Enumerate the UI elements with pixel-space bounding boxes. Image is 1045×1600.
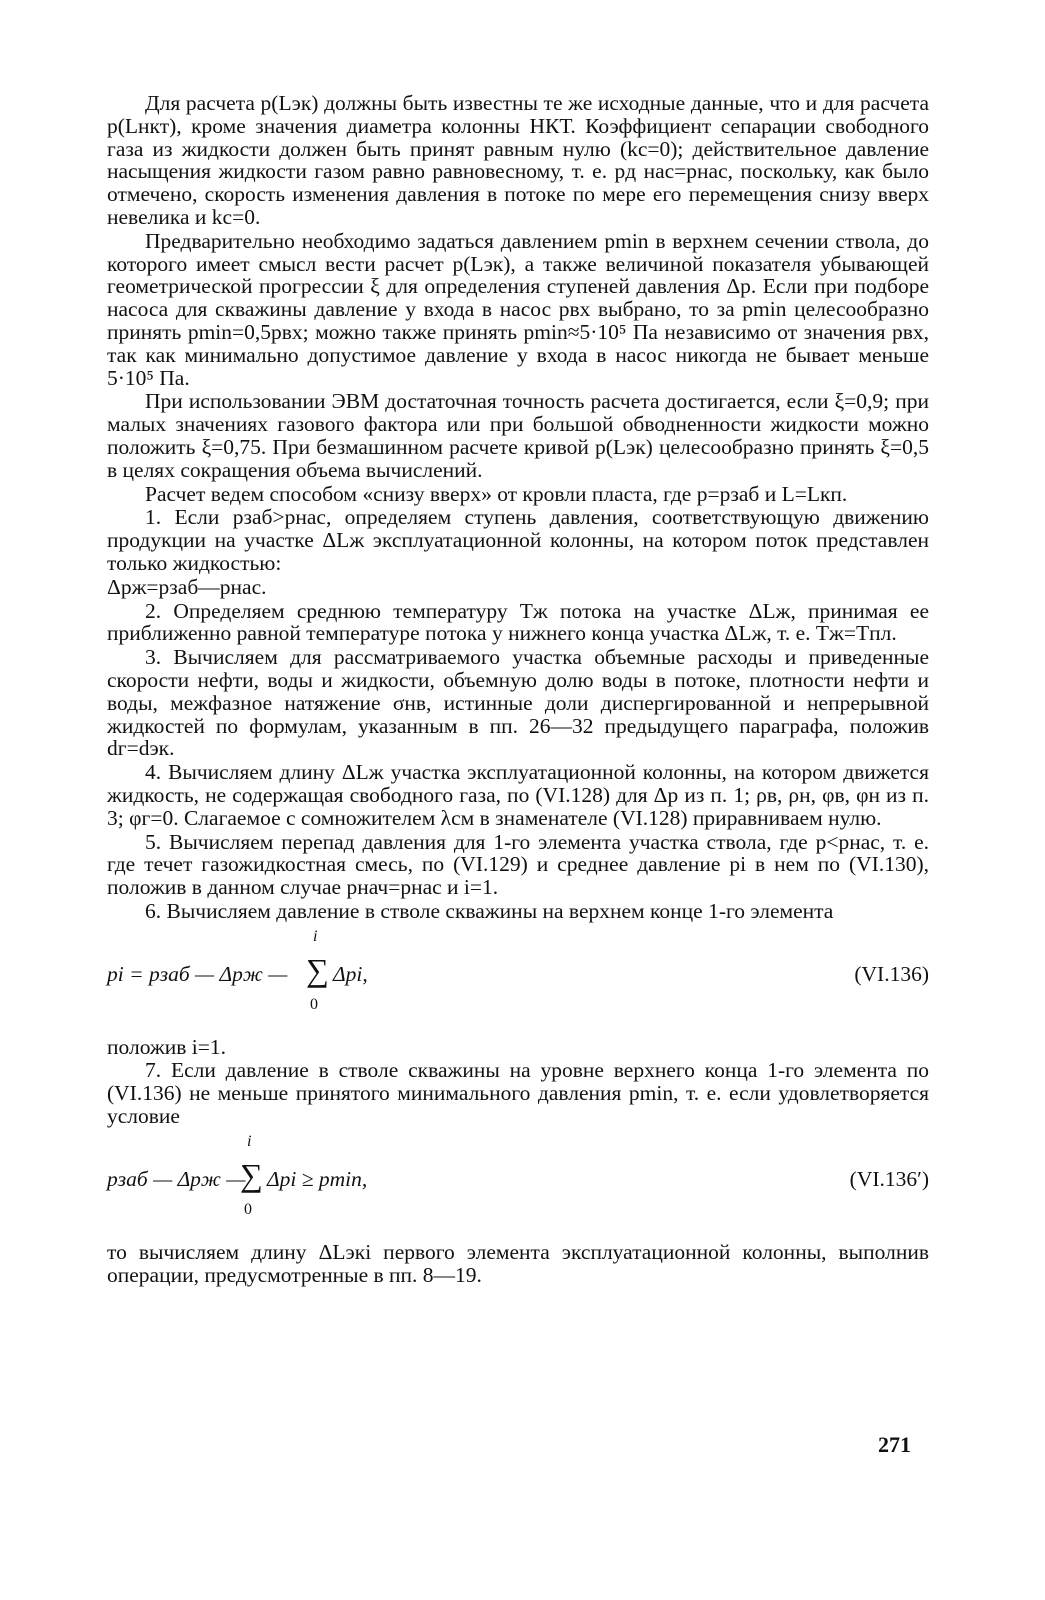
- formula-2-sum-sign: ∑: [240, 1156, 263, 1193]
- paragraph: 2. Определяем среднюю температуру Tж потока на участке ΔLж, принимая ее приближенно равной температуре потока у нижнего конца участка ΔLж, т. е. Tж=Tпл.: [107, 598, 929, 646]
- formula-2-upper-limit: i: [247, 1132, 252, 1150]
- paragraph: положив i=1.: [107, 1034, 227, 1059]
- paragraph: 7. Если давление в стволе скважины на уровне верхнего конца 1-го элемента по (VI.136) не меньше принятого минимального давления pmin, т. е. если удовлетворяется условие: [107, 1058, 929, 1129]
- text-block-3: [107, 1241, 929, 1287]
- paragraph: 4. Вычисляем длину ΔLж участка эксплуатационной колонны, на котором движется жидкость, не содержащая свободного газа, по (VI.128) для Δp из п. 1; ρв, ρн, φв, φн из п. 3; φг=0. Слагаемое с сомножителем λсм в знаменателе (VI.128) приравниваем нулю.: [107, 760, 929, 830]
- formula-vi-136: [107, 924, 929, 1036]
- formula-2-number: (VI.136′): [849, 1166, 929, 1191]
- paragraph: Для расчета p(Lэк) должны быть известны те же исходные данные, что и для расчета p(Lнкт), кроме значения диаметра колонны НКТ. Коэффициент сепарации свободного газа из жидкости должен быть принят равным нулю (kc=0); действительное давление насыщения жидкости газом равно равновесному, т. е. pд нас=pнас, поскольку, как было отмечено, скорость изменения давления в потоке по мере его перемещения снизу вверх невелика и kc=0.: [107, 91, 929, 229]
- formula-2-lower-limit: 0: [244, 1200, 252, 1218]
- paragraph: Δpж=pзаб—pнас.: [107, 574, 267, 599]
- formula-vi-136-prime: [107, 1129, 929, 1241]
- paragraph: 1. Если pзаб>pнас, определяем ступень давления, соответствующую движению продукции на участке ΔLж эксплуатационной колонны, на котором поток представлен только жидкостью:: [107, 505, 929, 575]
- paragraph: При использовании ЭВМ достаточная точность расчета достигается, если ξ=0,9; при малых значениях газового фактора или при большой обводненности жидкости можно положить ξ=0,75. При безмашинном расчете кривой p(Lэк) целесообразно принять ξ=0,5 в целях сокращения объема вычислений.: [107, 389, 929, 482]
- paragraph: Предварительно необходимо задаться давлением pmin в верхнем сечении ствола, до которого имеет смысл вести расчет p(Lэк), а также величиной показателя убывающей геометрической прогрессии ξ для определения ступеней давления Δp. Если при подборе насоса для скважины давление у входа в насос pвх выбрано, то за pmin целесообразно принять pmin=0,5pвх; можно также принять pmin≈5·10⁵ Па независимо от значения pвх, так как минимально допустимое давление у входа в насос никогда не бывает меньше 5·10⁵ Па.: [107, 228, 929, 390]
- paragraph: Расчет ведем способом «снизу вверх» от кровли пласта, где p=pзаб и L=Lкп.: [145, 481, 848, 506]
- formula-1-number: (VI.136): [854, 961, 929, 986]
- formula-2-left: pзаб — Δpж —: [107, 1166, 246, 1191]
- page-body: [107, 92, 929, 1287]
- formula-1-left: pi = pзаб — Δpж —: [107, 961, 288, 986]
- formula-2-right: Δpi ≥ pmin,: [267, 1166, 368, 1191]
- formula-1-sum-sign: ∑: [306, 951, 329, 988]
- page-number: 271: [878, 1432, 911, 1457]
- text-block-2: [107, 1036, 929, 1128]
- paragraph: 5. Вычисляем перепад давления для 1-го элемента участка ствола, где p<pнас, т. е. где течет газожидкостная смесь, по (VI.129) и среднее давление pi в нем по (VI.130), положив в данном случае pнач=pнас и i=1.: [107, 829, 929, 900]
- formula-1-upper-limit: i: [313, 927, 318, 945]
- paragraph: 6. Вычисляем давление в стволе скважины на верхнем конце 1-го элемента: [145, 898, 834, 923]
- formula-1-lower-limit: 0: [310, 995, 318, 1013]
- text-block-1: [107, 92, 929, 923]
- paragraph: 3. Вычисляем для рассматриваемого участка объемные расходы и приведенные скорости нефти, воды и жидкости, объемную долю воды в потоке, плотности нефти и воды, межфазное натяжение σнв, истинные доли диспергированной и непрерывной жидкостей по формулам, указанным в пп. 26—32 предыдущего параграфа, положив dг=dэк.: [107, 645, 929, 761]
- formula-1-right: Δpi,: [333, 961, 368, 986]
- paragraph: то вычисляем длину ΔLэкi первого элемента эксплуатационной колонны, выполнив операции, предусмотренные в пп. 8—19.: [107, 1239, 929, 1287]
